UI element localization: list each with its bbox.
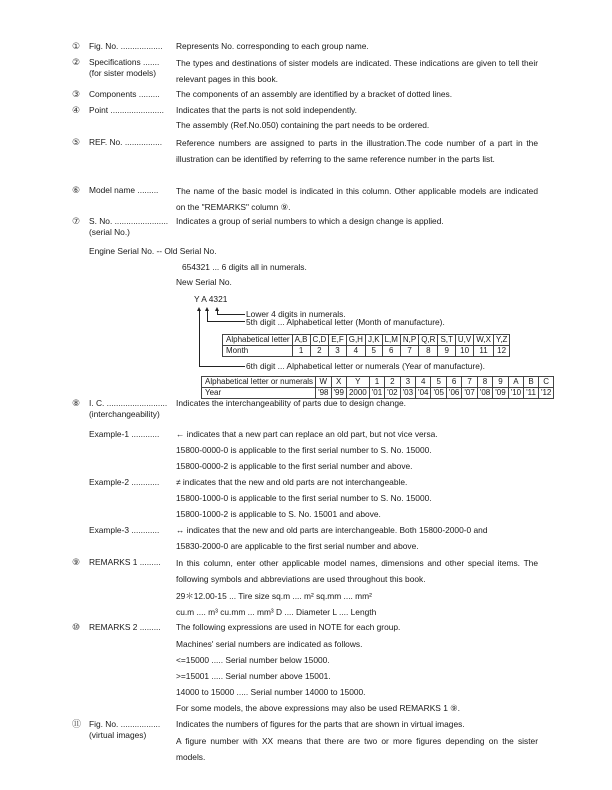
month-letter-cell: S,T (438, 335, 455, 346)
desc-remarks-2: The following expressions are used in NOTE for each group. (176, 622, 401, 632)
year-letter-cell: 6 (446, 377, 461, 388)
month-value-cell: 6 (382, 346, 400, 357)
month-letter-cell: Q,R (419, 335, 438, 346)
item-number-4: ④ (72, 105, 81, 115)
item-number-1: ① (72, 41, 81, 51)
year-value-cell: '05 (431, 388, 446, 399)
month-letter-cell: G,H (346, 335, 365, 346)
desc-point: Indicates that the parts is not sold independently. (176, 105, 357, 115)
month-letter-cell: U,V (455, 335, 473, 346)
year-letter-cell: A (508, 377, 523, 388)
example-2-line-2: 15800-1000-0 is applicable to the first serial number to S. No. 15000. (176, 493, 432, 503)
item-number-8: ⑧ (72, 398, 81, 408)
month-value-cell: 7 (400, 346, 418, 357)
term-ic-sub: (interchangeability) (89, 409, 160, 419)
line-6th (199, 311, 200, 366)
year-value-cell: '99 (331, 388, 346, 399)
hline-lower (217, 314, 245, 315)
example-3-line-2: 15830-2000-0 are applicable to the first serial number and above. (176, 541, 419, 551)
remarks-2-line-1: Machines' serial numbers are indicated as follows. (176, 639, 363, 649)
item-number-6: ⑥ (72, 185, 81, 195)
engine-new-label: New Serial No. (176, 277, 232, 287)
lower4-note: Lower 4 digits in numerals. (246, 309, 346, 319)
month-value-cell: 11 (474, 346, 494, 357)
term-specifications: Specifications ....... (89, 57, 160, 67)
year-value-cell: '06 (446, 388, 461, 399)
term-specifications-sub: (for sister models) (89, 68, 157, 78)
year-value-cell: '02 (385, 388, 400, 399)
hline-5th (207, 321, 245, 322)
month-value-cell: 12 (493, 346, 509, 357)
example-1-line-2: 15800-0000-0 is applicable to the first serial number to S. No. 15000. (176, 445, 432, 455)
month-value-cell: 5 (365, 346, 382, 357)
term-model-name: Model name ......... (89, 185, 159, 195)
year-value-cell: '07 (462, 388, 477, 399)
example-2-label: Example-2 ............ (89, 477, 160, 487)
month-value-cell: 1 (292, 346, 310, 357)
month-value-cell: 2 (310, 346, 329, 357)
example-1-line-1: ← indicates that a new part can replace an old part, but not vice versa. (176, 429, 438, 439)
item-number-11: ⑪ (72, 719, 82, 729)
desc-specifications: The types and destinations of sister models are indicated. These indications are given to tell their relevant pages in this book. (176, 58, 538, 84)
engine-serial-old-label: Engine Serial No. -- Old Serial No. (89, 246, 217, 256)
year-value-cell: '09 (493, 388, 508, 399)
month-value-cell: 10 (455, 346, 473, 357)
desc-point-2: The assembly (Ref.No.050) containing the part needs to be ordered. (176, 120, 430, 130)
year-value-cell: '08 (477, 388, 492, 399)
example-3-label: Example-3 ............ (89, 525, 160, 535)
month-table-row-months (223, 346, 510, 357)
engine-new-example: Y A 4321 (194, 294, 228, 304)
month-letter-cell: L,M (382, 335, 400, 346)
desc-fig-no-virtual: Indicates the numbers of figures for the parts that are shown in virtual images. (176, 719, 465, 729)
month-letter-cell: A,B (292, 335, 310, 346)
item-number-9: ⑨ (72, 557, 81, 567)
month-value-cell: Month (223, 346, 293, 357)
item-number-7: ⑦ (72, 216, 81, 226)
year-value-cell: 2000 (346, 388, 369, 399)
item-number-3: ③ (72, 89, 81, 99)
hline-6th (199, 366, 245, 367)
engine-old-example: 654321 ... 6 digits all in numerals. (182, 262, 307, 272)
term-remarks-2: REMARKS 2 ......... (89, 622, 161, 632)
month-letter-cell: Y,Z (493, 335, 509, 346)
year-letter-cell: B (524, 377, 539, 388)
year-letter-cell: 7 (462, 377, 477, 388)
year-value-cell: '04 (416, 388, 431, 399)
example-2-line-3: 15800-1000-2 is applicable to S. No. 15001 and above. (176, 509, 381, 519)
desc-fig-no-virtual-2: A figure number with XX means that there are two or more figures depending on the sister models. (176, 736, 538, 762)
item-number-10: ⑩ (72, 622, 81, 632)
item-number-5: ⑤ (72, 137, 81, 147)
item-number-2: ② (72, 57, 81, 67)
example-3-line-1: ↔ indicates that the new and old parts are interchangeable. Both 15800-2000-0 and (176, 525, 488, 535)
month-letter-cell: C,D (310, 335, 329, 346)
year-value-cell: '11 (524, 388, 539, 399)
term-fig-no: Fig. No. .................. (89, 41, 163, 51)
month-letter-cell: J,K (365, 335, 382, 346)
term-point: Point ....................... (89, 105, 164, 115)
desc-components: The components of an assembly are identified by a bracket of dotted lines. (176, 89, 453, 99)
year-table-row-letters (202, 377, 554, 388)
line-5th (207, 311, 208, 321)
term-s-no: S. No. ....................... (89, 216, 169, 226)
year-letter-cell: X (331, 377, 346, 388)
example-2-line-1: ≠ indicates that the new and old parts are not interchangeable. (176, 477, 408, 487)
remarks-1-symbols-2: cu.m .... m³ cu.mm ... mm³ D .... Diameter L .... Length (176, 607, 377, 617)
month-code-table (222, 334, 510, 357)
year-letter-cell: 9 (493, 377, 508, 388)
year-letter-cell: 8 (477, 377, 492, 388)
desc-ic: Indicates the interchangeability of parts due to design change. (176, 398, 407, 408)
sixth-digit-note: 6th digit ... Alphabetical letter or numerals (Year of manufacture). (246, 361, 485, 371)
desc-fig-no: Represents No. corresponding to each group name. (176, 41, 369, 51)
month-letter-cell: N,P (400, 335, 418, 346)
fifth-digit-note: 5th digit ... Alphabetical letter (Month of manufacture). (246, 317, 445, 327)
term-s-no-sub: (serial No.) (89, 227, 130, 237)
year-value-cell: '10 (508, 388, 523, 399)
year-letter-cell: 3 (400, 377, 415, 388)
term-components: Components ......... (89, 89, 160, 99)
month-value-cell: 8 (419, 346, 438, 357)
year-letter-cell: 5 (431, 377, 446, 388)
remarks-2-line-5: For some models, the above expressions may also be used REMARKS 1 ⑨. (176, 703, 461, 713)
year-letter-cell: 2 (385, 377, 400, 388)
remarks-2-line-3: >=15001 ..... Serial number above 15001. (176, 671, 331, 681)
term-fig-no-virtual-sub: (virtual images) (89, 730, 147, 740)
remarks-2-line-4: 14000 to 15000 ..... Serial number 14000 to 15000. (176, 687, 366, 697)
desc-model-name: The name of the basic model is indicated in this column. Other applicable models are indicated on the "REMARKS" column ⑨. (176, 186, 538, 212)
month-letter-cell: W,X (474, 335, 494, 346)
remarks-2-line-2: <=15000 ..... Serial number below 15000. (176, 655, 330, 665)
remarks-1-symbols-1: 29＊12.00-15 ... Tire size sq.m .... m² sq.mm .... mm² (176, 591, 372, 601)
term-ref-no: REF. No. ................ (89, 137, 163, 147)
desc-ref-no: Reference numbers are assigned to parts in the illustration.The code number of a part in the illustration can be identified by referring to the same reference number in the parts list. (176, 138, 538, 164)
year-value-cell: '03 (400, 388, 415, 399)
month-letter-cell: Alphabetical letter (223, 335, 293, 346)
term-ic: I. C. .......................... (89, 398, 168, 408)
month-table-row-letters (223, 335, 510, 346)
year-letter-cell: C (538, 377, 553, 388)
year-value-cell: '98 (316, 388, 331, 399)
month-letter-cell: E,F (329, 335, 346, 346)
year-letter-cell: Alphabetical letter or numerals (202, 377, 316, 388)
desc-remarks-1: In this column, enter other applicable model names, dimensions and other special items. The following symbols and abbreviations are used throughout this book. (176, 558, 538, 584)
year-letter-cell: Y (346, 377, 369, 388)
example-1-line-3: 15800-0000-2 is applicable to the first serial number and above. (176, 461, 413, 471)
example-1-label: Example-1 ............ (89, 429, 160, 439)
year-letter-cell: 4 (416, 377, 431, 388)
year-letter-cell: W (316, 377, 331, 388)
desc-s-no: Indicates a group of serial numbers to which a design change is applied. (176, 216, 444, 226)
month-value-cell: 9 (438, 346, 455, 357)
year-value-cell: Year (202, 388, 316, 399)
term-remarks-1: REMARKS 1 ......... (89, 557, 161, 567)
month-value-cell: 4 (346, 346, 365, 357)
year-letter-cell: 1 (369, 377, 384, 388)
year-value-cell: '12 (538, 388, 553, 399)
term-fig-no-virtual: Fig. No. ................. (89, 719, 161, 729)
year-value-cell: '01 (369, 388, 384, 399)
month-value-cell: 3 (329, 346, 346, 357)
